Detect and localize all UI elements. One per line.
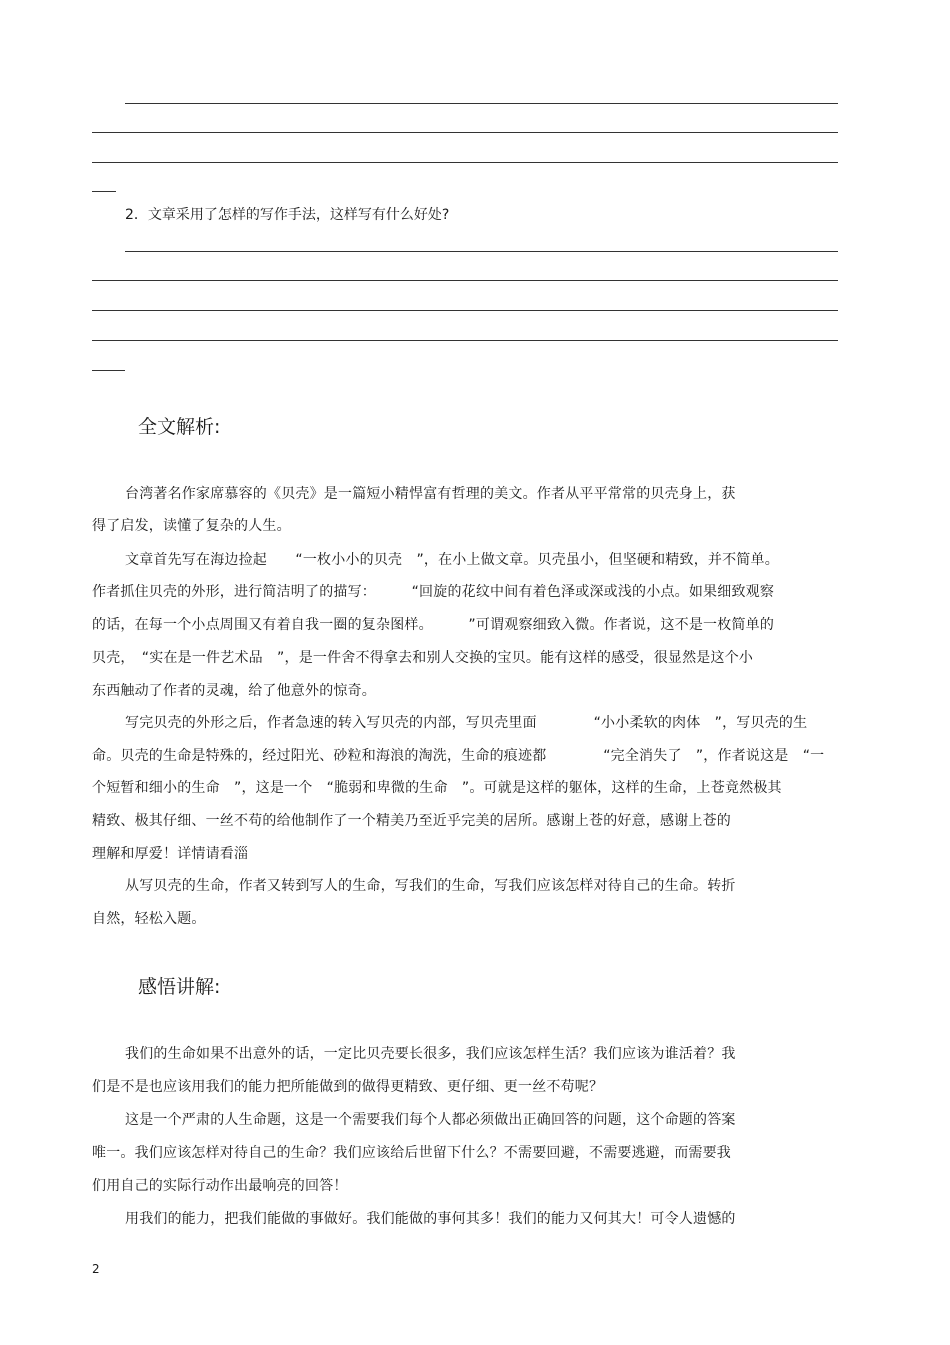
insight-line: 们用自己的实际行动作出最响亮的回答！ [92,1178,348,1194]
analysis-line: 作者抓住贝壳的外形，进行简洁明了的描写： “回旋的花纹中间有着色泽或深或浅的小点。如果细致观察 [92,584,775,600]
insight-line: 唯一。我们应该怎样对待自己的生命？我们应该给后世留下什么？不需要回避，不需要逃避，而需要我 [92,1145,731,1161]
section-heading-insight: 感悟讲解: [138,976,221,998]
analysis-line: 台湾著名作家席慕容的《贝壳》是一篇短小精悍富有哲理的美文。作者从平平常常的贝壳身上，获 [125,486,736,502]
page-number: 2 [92,1262,100,1276]
analysis-line: 贝壳， “实在是一件艺术品 ”，是一件舍不得拿去和别人交换的宝贝。能有这样的感受，很显然是这个小 [92,650,754,666]
answer-line [125,251,838,252]
analysis-line: 理解和厚爱！详情请看淄 [92,846,249,862]
answer-line [92,310,838,311]
analysis-line: 个短暂和细小的生命 ”，这是一个 “脆弱和卑微的生命 ”。可就是这样的躯体，这样的生命，上苍竟然极其 [92,780,782,796]
analysis-line: 命。贝壳的生命是特殊的，经过阳光、砂粒和海浪的淘洗，生命的痕迹都 “完全消失了 ”，作者说这是 “一 [92,748,825,764]
insight-line: 这是一个严肃的人生命题，这是一个需要我们每个人都必须做出正确回答的问题，这个命题的答案 [125,1112,736,1128]
analysis-line: 写完贝壳的外形之后，作者急速的转入写贝壳的内部，写贝壳里面 “小小柔软的肉体 ”，写贝壳的生 [125,715,808,731]
answer-line [92,162,838,163]
question-2: 2．文章采用了怎样的写作手法，这样写有什么好处? [125,207,450,223]
answer-line [92,340,838,341]
analysis-line: 东西触动了作者的灵魂，给了他意外的惊奇。 [92,683,376,699]
insight-line: 我们的生命如果不出意外的话，一定比贝壳要长很多，我们应该怎样生活？我们应该为谁活着？我 [125,1046,736,1062]
analysis-line: 得了启发，读懂了复杂的人生。 [92,518,291,534]
analysis-line: 从写贝壳的生命，作者又转到写人的生命，写我们的生命，写我们应该怎样对待自己的生命。转折 [125,878,736,894]
insight-line: 们是不是也应该用我们的能力把所能做到的做得更精致、更仔细、更一丝不苟呢？ [92,1079,604,1095]
analysis-line: 的话，在每一个小点周围又有着自我一圈的复杂图样。 ”可谓观察细致入微。作者说，这不是一枚简单的 [92,617,775,633]
answer-line [125,103,838,104]
insight-line: 用我们的能力，把我们能做的事做好。我们能做的事何其多！我们的能力又何其大！可令人遗憾的 [125,1211,736,1227]
answer-line [92,370,125,371]
section-heading-analysis: 全文解析: [138,416,221,438]
analysis-line: 文章首先写在海边捡起 “一枚小小的贝壳 ”，在小上做文章。贝壳虽小，但坚硬和精致，并不简单。 [125,552,779,568]
answer-line [92,132,838,133]
analysis-line: 自然，轻松入题。 [92,911,206,927]
answer-line [92,191,116,192]
answer-line [92,280,838,281]
analysis-line: 精致、极其仔细、一丝不苟的给他制作了一个精美乃至近乎完美的居所。感谢上苍的好意，感谢上苍的 [92,813,731,829]
